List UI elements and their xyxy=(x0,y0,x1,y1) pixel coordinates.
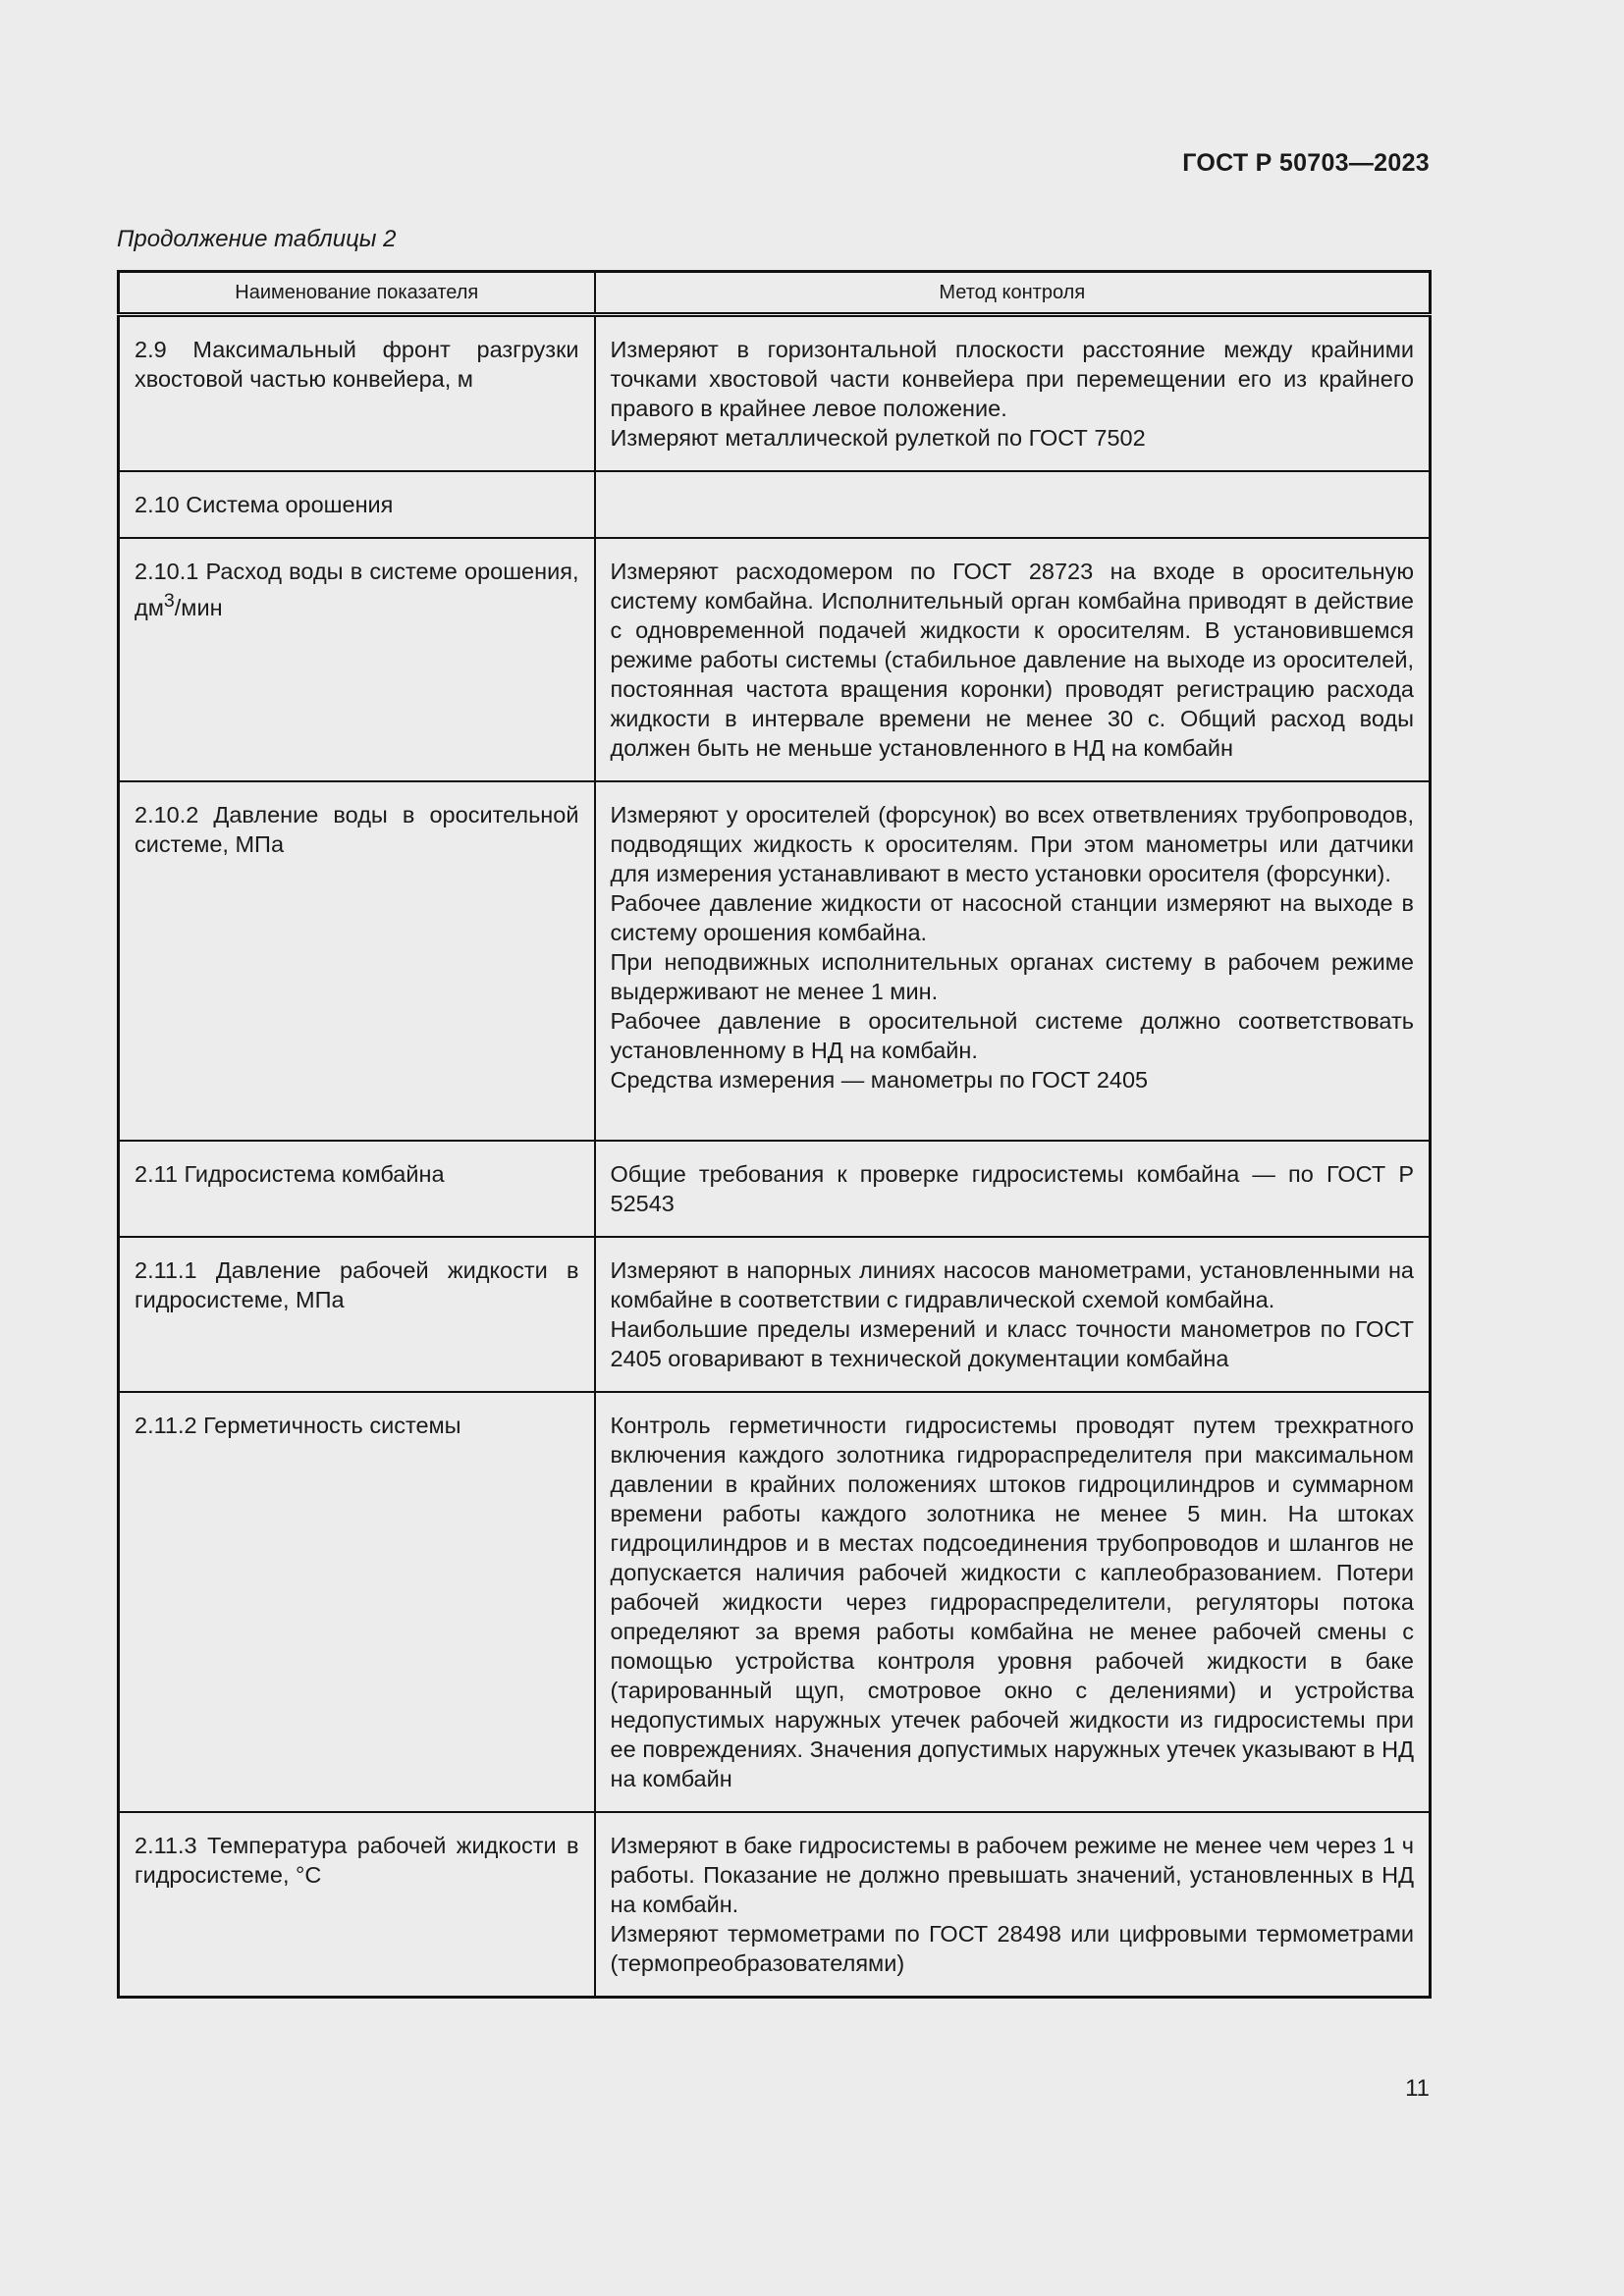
method-cell xyxy=(595,1392,1431,1812)
indicator-cell: 2.10.2 Давление воды в оросительной системе, МПа xyxy=(119,781,595,1141)
method-paragraph: Средства измерения — манометры по ГОСТ 2405 xyxy=(610,1067,1149,1093)
table-row xyxy=(119,1812,1431,1998)
column-header-method: Метод контроля xyxy=(595,272,1431,315)
method-paragraph: Рабочее давление жидкости от насосной станции измеряют на выходе в систему орошения комбайна. xyxy=(610,890,1414,945)
method-cell xyxy=(595,315,1431,472)
method-cell xyxy=(595,781,1431,1141)
indicator-cell: 2.11.3 Температура рабочей жидкости в гидросистеме, °С xyxy=(119,1812,595,1998)
method-paragraph: Рабочее давление в оросительной системе должно соответствовать установленному в НД на комбайн. xyxy=(610,1008,1414,1063)
table-caption: Продолжение таблицы 2 xyxy=(117,226,397,252)
page-number: 11 xyxy=(1405,2075,1430,2102)
superscript-exponent: 3 xyxy=(163,590,175,612)
table-row xyxy=(119,781,1431,1141)
indicator-cell: 2.11.2 Герметичность системы xyxy=(119,1392,595,1812)
table-header-row xyxy=(119,272,1431,315)
table-row xyxy=(119,1237,1431,1392)
indicators-table xyxy=(117,270,1432,1999)
method-cell xyxy=(595,1141,1431,1237)
method-paragraph: Общие требования к проверке гидросистемы комбайна — по ГОСТ Р 52543 xyxy=(610,1161,1414,1216)
method-cell xyxy=(595,1237,1431,1392)
indicator-cell: 2.9 Максимальный фронт разгрузки хвостовой частью конвейера, м xyxy=(119,315,595,472)
document-code: ГОСТ Р 50703—2023 xyxy=(1182,149,1430,177)
table-container xyxy=(117,270,1432,1999)
method-paragraph: Измеряют у оросителей (форсунок) во всех ответвлениях трубопроводов, подводящих жидкость к оросителям. При этом манометры или датчики для измерения устанавливают в место установки оросителя (форсунки). xyxy=(610,802,1414,886)
column-header-indicator: Наименование показателя xyxy=(119,272,595,315)
indicator-name-suffix: /мин xyxy=(174,594,223,620)
method-paragraph: Измеряют в баке гидросистемы в рабочем режиме не менее чем через 1 ч работы. Показание не должно превышать значений, установленных в НД на комбайн. xyxy=(610,1833,1414,1917)
method-paragraph: При неподвижных исполнительных органах систему в рабочем режиме выдерживают не менее 1 мин. xyxy=(610,949,1414,1004)
method-paragraph: Наибольшие пределы измерений и класс точности манометров по ГОСТ 2405 оговаривают в технической документации комбайна xyxy=(610,1316,1414,1371)
table-row xyxy=(119,1392,1431,1812)
indicator-name-prefix: 2.10.1 Расход воды в системе орошения, дм xyxy=(135,559,579,620)
indicator-cell: 2.11.1 Давление рабочей жидкости в гидросистеме, МПа xyxy=(119,1237,595,1392)
method-cell xyxy=(595,471,1431,538)
table-row xyxy=(119,1141,1431,1237)
indicator-cell: 2.11 Гидросистема комбайна xyxy=(119,1141,595,1237)
indicator-cell: 2.10 Система орошения xyxy=(119,471,595,538)
method-paragraph: Измеряют металлической рулеткой по ГОСТ 7502 xyxy=(610,425,1146,451)
method-paragraph: Измеряют в напорных линиях насосов манометрами, установленными на комбайне в соответствии с гидравлической схемой комбайна. xyxy=(610,1257,1414,1312)
method-paragraph: Измеряют термометрами по ГОСТ 28498 или цифровыми термометрами (термопреобразователями) xyxy=(610,1921,1414,1976)
method-paragraph: Измеряют в горизонтальной плоскости расстояние между крайними точками хвостовой части конвейера при перемещении его из крайнего правого в крайнее левое положение. xyxy=(610,337,1414,421)
table-row xyxy=(119,315,1431,472)
method-cell xyxy=(595,538,1431,781)
method-paragraph: Измеряют расходомером по ГОСТ 28723 на входе в оросительную систему комбайна. Исполнительный орган комбайна приводят в действие с одновременной подачей жидкости к оросителям. В установившемся режиме работы системы (стабильное давление на выходе из оросителей, постоянная частота вращения коронки) проводят регистрацию расхода жидкости в интервале времени не менее 30 с. Общий расход воды должен быть не меньше установленного в НД на комбайн xyxy=(610,559,1414,761)
table-row xyxy=(119,538,1431,781)
table-row xyxy=(119,471,1431,538)
indicator-cell xyxy=(119,538,595,781)
method-paragraph: Контроль герметичности гидросистемы проводят путем трехкратного включения каждого золотника гидрораспределителя при максимальном давлении в крайних положениях штоков гидроцилиндров и суммарном времени работы каждого золотника не менее 5 мин. На штоках гидроцилиндров и в местах подсоединения трубопроводов и шлангов не допускается наличия рабочей жидкости с каплеобразованием. Потери рабочей жидкости через гидрораспределители, регуляторы потока определяют за время работы комбайна не менее рабочей смены с помощью устройства контроля уровня рабочей жидкости в баке (тарированный щуп, смотровое окно с делениями) и устройства недопустимых наружных утечек рабочей жидкости из гидросистемы при ее повреждениях. Значения допустимых наружных утечек указывают в НД на комбайн xyxy=(610,1413,1414,1791)
method-cell xyxy=(595,1812,1431,1998)
